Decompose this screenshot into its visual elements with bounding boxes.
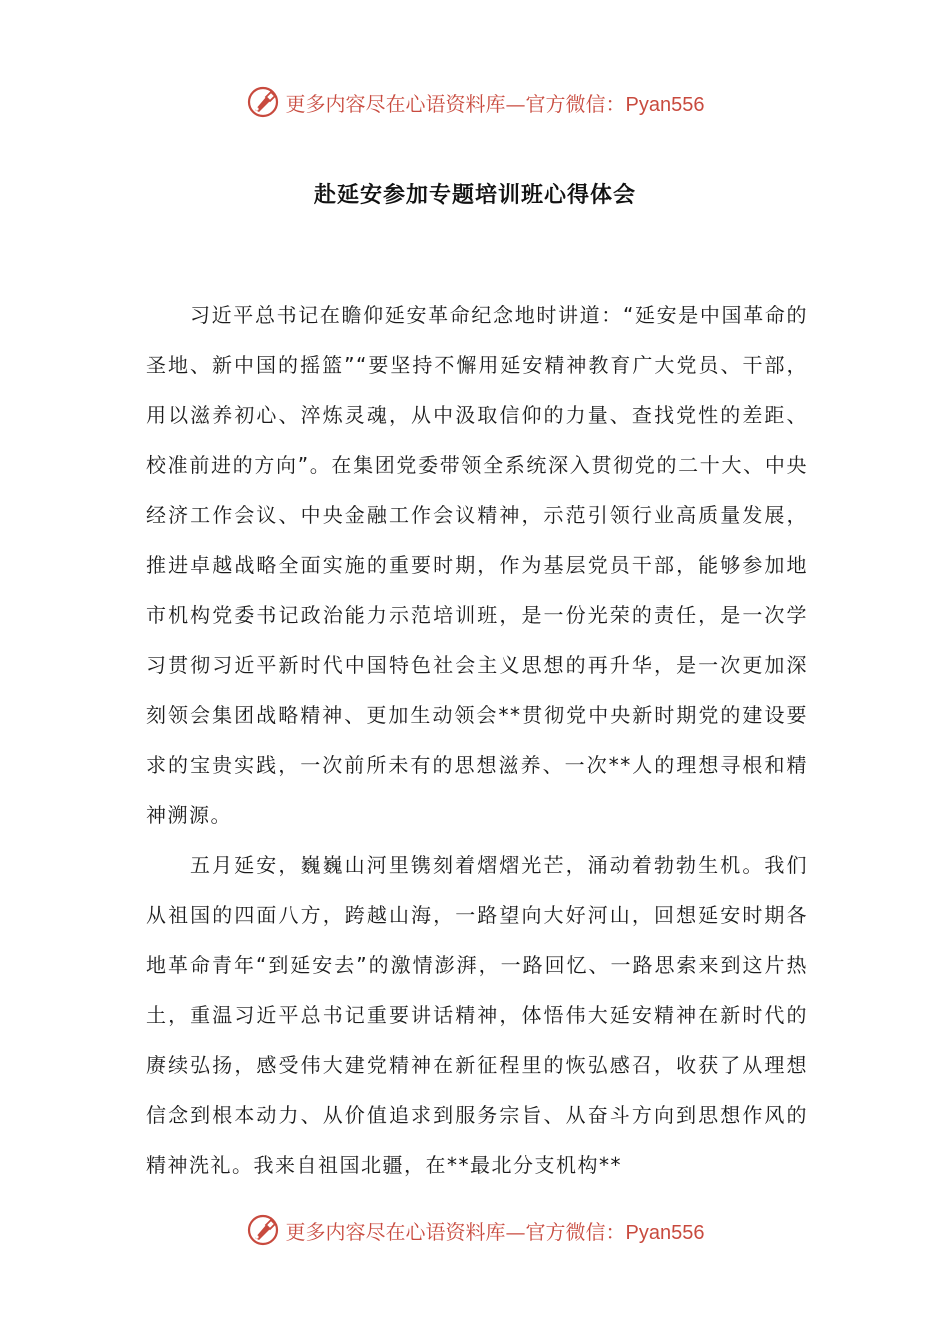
watermark-label: 更多内容尽在心语资料库—官方微信：	[285, 91, 626, 116]
paragraph: 五月延安，巍巍山河里镌刻着熠熠光芒，涌动着勃勃生机。我们从祖国的四面八方，跨越山海，一路望向大好河山，回想延安时期各地革命青年“到延安去”的激情澎湃，一路回忆、一路思索来到这片热土，重温习近平总书记重要讲话精神，体悟伟大延安精神在新时代的赓续弘扬，感受伟大建党精神在新征程里的恢弘感召，收获了从理想信念到根本动力、从价值追求到服务宗旨、从奋斗方向到思想作风的精神洗礼。我来自祖国北疆，在**最北分支机构**	[146, 853, 808, 1177]
pen-nib-logo-icon	[246, 85, 280, 119]
watermark-text	[286, 1216, 705, 1245]
watermark-label: 更多内容尽在心语资料库—官方微信：	[285, 1219, 626, 1244]
watermark-banner-bottom	[0, 1210, 950, 1250]
document-title: 赴延安参加专题培训班心得体会	[313, 183, 636, 208]
watermark-wechat-id: Pyan556	[625, 93, 705, 116]
document-body	[146, 290, 808, 1190]
watermark-text	[286, 88, 705, 117]
paragraph: 习近平总书记在瞻仰延安革命纪念地时讲道：“延安是中国革命的圣地、新中国的摇篮”“要坚持不懈用延安精神教育广大党员、干部，用以滋养初心、淬炼灵魂，从中汲取信仰的力量、查找党性的差距、校准前进的方向”。在集团党委带领全系统深入贯彻党的二十大、中央经济工作会议、中央金融工作会议精神，示范引领行业高质量发展，推进卓越战略全面实施的重要时期，作为基层党员干部，能够参加地市机构党委书记政治能力示范培训班，是一份光荣的责任，是一次学习贯彻习近平新时代中国特色社会主义思想的再升华，是一次更加深刻领会集团战略精神、更加生动领会**贯彻党中央新时期党的建设要求的宝贵实践，一次前所未有的思想滋养、一次**人的理想寻根和精神溯源。	[146, 303, 808, 827]
pen-nib-logo-icon	[246, 1213, 280, 1247]
watermark-banner-top	[0, 82, 950, 122]
watermark-wechat-id: Pyan556	[625, 1221, 705, 1244]
